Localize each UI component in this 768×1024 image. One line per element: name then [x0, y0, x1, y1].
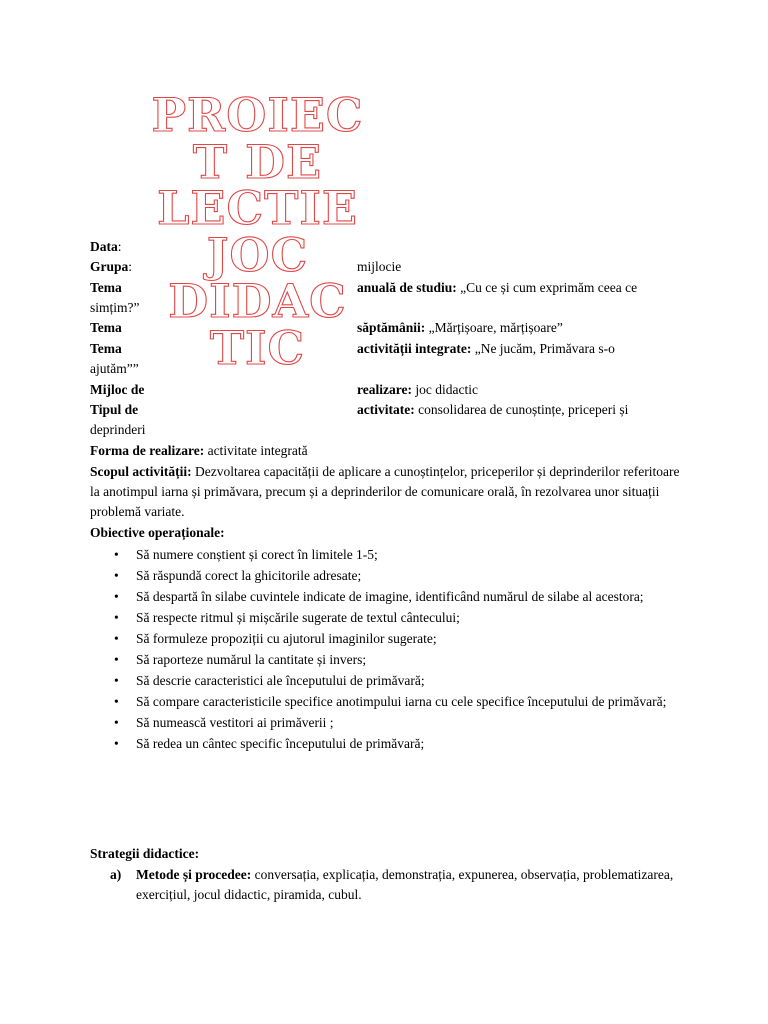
- grupa-value: mijlocie: [357, 259, 402, 274]
- scopul-label: Scopul activității:: [90, 464, 192, 479]
- data-colon: :: [117, 239, 122, 254]
- list-item: • Să descrie caracteristici ale începutului de primăvară;: [90, 671, 690, 691]
- grupa-row: [90, 257, 132, 277]
- title-line-6: TIC: [209, 320, 306, 375]
- list-item: • Să compare caracteristicile specifice anotimpului iarna cu cele specifice începutului de primăvară;: [90, 692, 690, 712]
- tema-sapt-label: săptămânii:: [357, 320, 426, 335]
- strategii-heading: Strategii didactice:: [90, 846, 200, 861]
- tema-act-label: activității integrate:: [357, 341, 472, 356]
- forma-label: Forma de realizare:: [90, 443, 205, 458]
- list-item: • Să raporteze numărul la cantitate și invers;: [90, 650, 690, 670]
- title-line-4: JOC: [206, 227, 309, 282]
- data-label: Data: [90, 239, 118, 254]
- tema-sapt-value: „Mărțișoare, mărțișoare”: [425, 320, 563, 335]
- list-item: • Să numească vestitori ai primăverii ;: [90, 713, 690, 733]
- list-item: • Să redea un cântec specific începutului de primăvară;: [90, 734, 690, 754]
- title-line-3: LECTIE: [157, 181, 358, 235]
- list-item: • Să respecte ritmul și mișcările sugerate de textul cântecului;: [90, 608, 690, 628]
- tipul-cont: deprinderi: [90, 422, 146, 437]
- tema-anuala-cont: simțim?”: [90, 300, 140, 315]
- data-row: [90, 237, 122, 257]
- tipul-label: activitate:: [357, 402, 415, 417]
- scopul-value: Dezvoltarea capacității de aplicare a cunoștințelor, priceperilor și deprinderilor referitoare la anotimpul iarna și primăvara, precum și a deprinderilor de comunicare orală, în rezolvarea unor situații problemă variate.: [90, 464, 680, 519]
- tema-act-value: „Ne jucăm, Primăvara s-o: [471, 341, 615, 356]
- list-item: • Să despartă în silabe cuvintele indicate de imagine, identificând numărul de silabe al acestora;: [90, 587, 690, 607]
- metode-item: [110, 865, 696, 905]
- tema-sapt-left: Tema: [90, 320, 122, 335]
- title-line-2: T DE: [192, 134, 323, 189]
- metode-marker: a): [110, 867, 122, 882]
- obiective-list: [90, 545, 690, 755]
- mijloc-left: Mijloc de: [90, 382, 145, 397]
- title-art: [150, 88, 365, 375]
- mijloc-label: realizare:: [357, 382, 412, 397]
- title-line-5: DIDAC: [168, 274, 347, 328]
- tipul-left: Tipul de: [90, 402, 139, 417]
- mijloc-right: [357, 380, 478, 400]
- title-line-1: PROIEC: [151, 88, 364, 142]
- tema-act-cont: ajutăm””: [90, 361, 139, 376]
- tema-anuala-left: Tema: [90, 280, 122, 295]
- metode-value: conversația, explicația, demonstrația, expunerea, observația, problematizarea, exercițiul, jocul didactic, piramida, cubul.: [136, 867, 674, 902]
- list-item: • Să numere conștient și corect în limitele 1-5;: [90, 545, 690, 565]
- grupa-label: Grupa: [90, 259, 129, 274]
- tipul-right: [357, 400, 628, 420]
- tema-act-left: Tema: [90, 341, 122, 356]
- mijloc-value: joc didactic: [411, 382, 478, 397]
- tema-anuala-label: anuală de studiu:: [357, 280, 457, 295]
- scopul-paragraph: [90, 462, 690, 522]
- forma-row: [90, 441, 308, 461]
- tema-sapt-right: [357, 318, 563, 338]
- tipul-value: consolidarea de cunoștințe, priceperi și: [414, 402, 629, 417]
- list-item: • Să formuleze propoziții cu ajutorul imaginilor sugerate;: [90, 629, 690, 649]
- forma-value: activitate integrată: [204, 443, 308, 458]
- tema-anuala-value: „Cu ce și cum exprimăm ceea ce: [456, 280, 638, 295]
- obiective-heading: Obiective operaționale:: [90, 525, 225, 540]
- metode-label: Metode și procedee:: [136, 867, 252, 882]
- tema-anuala-right: [357, 278, 637, 298]
- grupa-colon: :: [128, 259, 133, 274]
- list-item: • Să răspundă corect la ghicitorile adresate;: [90, 566, 690, 586]
- tema-act-right: [357, 339, 615, 359]
